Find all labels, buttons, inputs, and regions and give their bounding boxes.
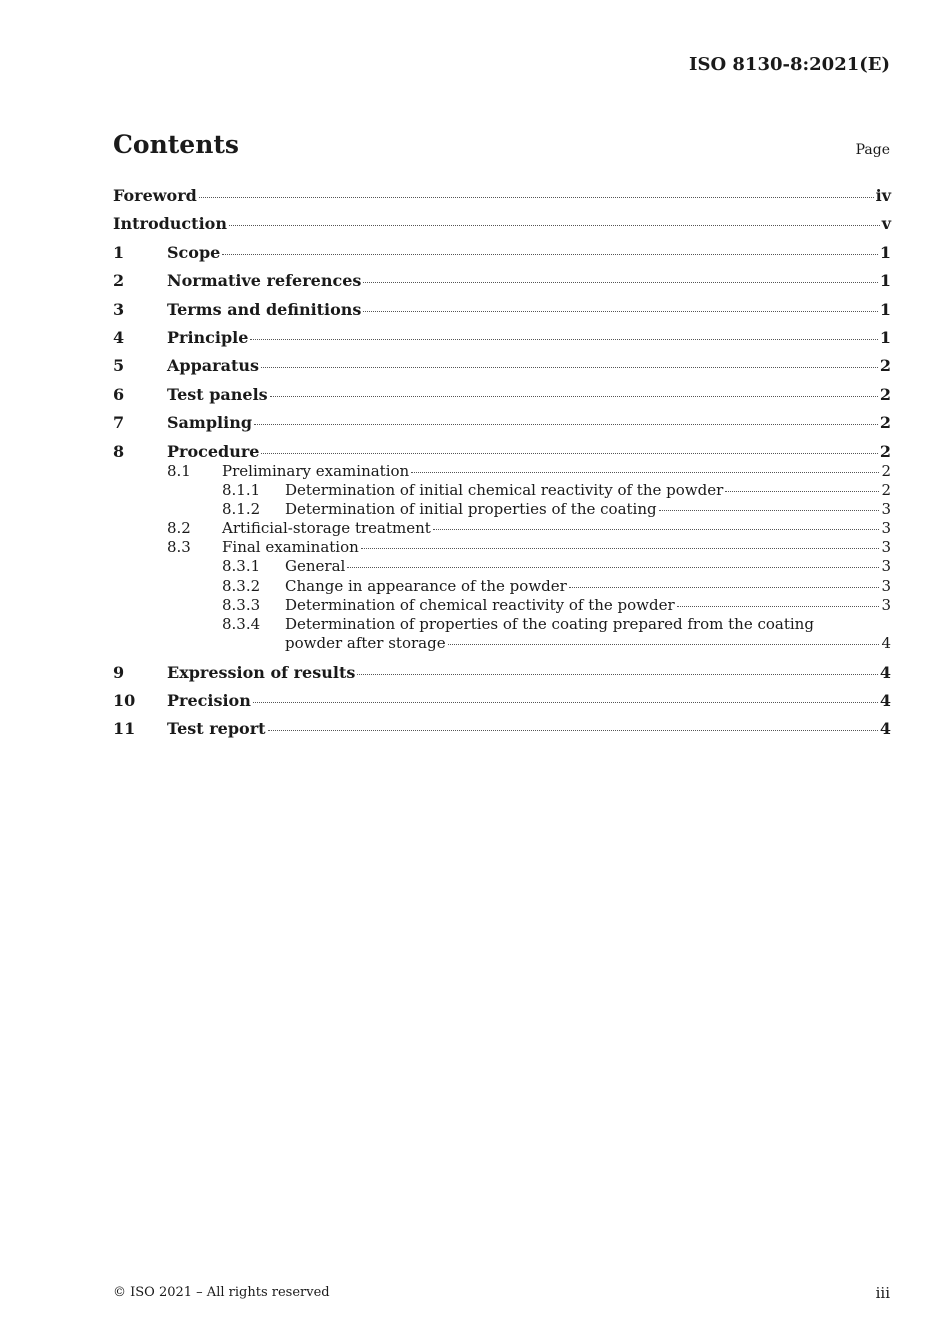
toc-number: 10 (113, 690, 136, 710)
toc-number: 4 (113, 327, 125, 347)
toc-label: Foreword (113, 186, 197, 205)
toc-entry-8-3[interactable] (113, 538, 891, 557)
leader-dots (268, 729, 878, 731)
toc-label: Precision (167, 690, 251, 710)
page-number: iii (875, 1284, 890, 1302)
toc-label: Expression of results (167, 662, 356, 682)
toc-page: 3 (881, 576, 891, 595)
toc-entry-8-3-1[interactable] (113, 557, 891, 576)
toc-entry-test-panels[interactable] (113, 385, 891, 413)
leader-dots (363, 310, 877, 312)
toc-entry-8-1-2[interactable] (113, 500, 891, 519)
toc-page: v (881, 214, 891, 234)
toc-entry-sampling[interactable] (113, 413, 891, 441)
copyright-notice: © ISO 2021 – All rights reserved (113, 1285, 330, 1300)
toc-label: Final examination (222, 538, 359, 557)
toc-label: Determination of chemical reactivity of the powder (285, 595, 675, 614)
leader-dots (199, 196, 874, 198)
toc-page: 2 (879, 356, 891, 376)
toc-entry-test-report[interactable] (113, 719, 891, 747)
toc-number: 8.1.1 (222, 480, 261, 499)
leader-dots (347, 566, 879, 568)
toc-entry-8-3-4-continuation[interactable] (113, 634, 891, 653)
page-column-label: Page (855, 142, 890, 158)
toc-page: 3 (881, 519, 891, 538)
toc-number: 8.1 (167, 461, 191, 480)
leader-dots (361, 547, 880, 549)
toc-page: iv (875, 186, 891, 205)
table-of-contents (113, 186, 891, 748)
toc-label: Normative references (167, 271, 362, 291)
toc-page: 1 (879, 242, 891, 262)
toc-page: 1 (879, 299, 891, 319)
toc-number: 11 (113, 719, 136, 739)
leader-dots (363, 281, 877, 283)
toc-page: 2 (879, 413, 891, 433)
toc-number: 6 (113, 384, 125, 404)
toc-label: Determination of initial chemical reactivity of the powder (285, 480, 724, 499)
toc-label-continuation: powder after storage (285, 634, 446, 653)
toc-number: 8 (113, 441, 125, 461)
leader-dots (254, 423, 878, 425)
leader-dots (222, 253, 878, 255)
toc-label: Apparatus (167, 356, 259, 376)
leader-dots (270, 395, 878, 397)
toc-number: 8.1.2 (222, 499, 261, 518)
toc-number: 8.3.3 (222, 595, 261, 614)
leader-dots (448, 643, 880, 645)
toc-page: 2 (879, 441, 891, 461)
toc-number: 5 (113, 356, 125, 376)
leader-dots (357, 673, 878, 675)
toc-label: Scope (167, 242, 221, 262)
toc-number: 8.2 (167, 519, 191, 538)
toc-entry-principle[interactable] (113, 328, 891, 356)
toc-label: Terms and definitions (167, 299, 362, 319)
toc-label: Principle (167, 327, 249, 347)
toc-page: 1 (879, 271, 891, 291)
toc-number: 1 (113, 242, 125, 262)
toc-number: 7 (113, 413, 125, 433)
toc-entry-8-3-3[interactable] (113, 596, 891, 615)
leader-dots (261, 366, 878, 368)
leader-dots (253, 701, 878, 703)
document-id: ISO 8130-8:2021(E) (689, 54, 890, 75)
toc-entry-expression-of-results[interactable] (113, 663, 891, 691)
toc-page: 1 (879, 327, 891, 347)
toc-entry-apparatus[interactable] (113, 356, 891, 384)
toc-page: 4 (879, 662, 891, 682)
toc-entry-terms-and-definitions[interactable] (113, 300, 891, 328)
toc-page: 3 (881, 595, 891, 614)
toc-entry-8-1-1[interactable] (113, 481, 891, 500)
toc-number: 8.3.4 (222, 615, 261, 634)
contents-title: Contents (113, 130, 240, 159)
toc-page: 3 (881, 538, 891, 557)
toc-number: 9 (113, 662, 125, 682)
toc-label: Sampling (167, 413, 253, 433)
toc-number: 8.3.2 (222, 576, 261, 595)
leader-dots (659, 509, 880, 511)
toc-number: 8.3.1 (222, 557, 261, 576)
toc-page: 4 (879, 719, 891, 739)
toc-number: 8.3 (167, 538, 191, 557)
toc-page: 2 (879, 384, 891, 404)
contents-header (113, 130, 890, 170)
leader-dots (677, 605, 880, 607)
leader-dots (229, 224, 880, 226)
toc-label: Introduction (113, 214, 227, 234)
toc-page: 2 (881, 461, 891, 480)
toc-label: Test panels (167, 384, 268, 404)
toc-entry-scope[interactable] (113, 243, 891, 271)
toc-label: Determination of properties of the coating prepared from the coating (285, 615, 814, 634)
toc-page: 4 (881, 634, 891, 653)
toc-entry-precision[interactable] (113, 691, 891, 719)
toc-page: 3 (881, 557, 891, 576)
toc-entry-8-1[interactable] (113, 462, 891, 481)
toc-page: 2 (881, 480, 891, 499)
toc-number: 3 (113, 299, 125, 319)
toc-entry-8-3-2[interactable] (113, 577, 891, 596)
toc-label: Test report (167, 719, 266, 739)
leader-dots (261, 452, 877, 454)
toc-entry-normative-references[interactable] (113, 271, 891, 299)
toc-label: Determination of initial properties of the coating (285, 499, 657, 518)
toc-label: Preliminary examination (222, 461, 410, 480)
leader-dots (569, 586, 880, 588)
toc-number: 2 (113, 271, 125, 291)
toc-label: Change in appearance of the powder (285, 576, 567, 595)
toc-page: 4 (879, 690, 891, 710)
toc-entry-introduction[interactable] (113, 214, 891, 242)
toc-label: Procedure (167, 441, 260, 461)
toc-label: General (285, 557, 346, 576)
leader-dots (411, 471, 879, 473)
toc-entry-8-2[interactable] (113, 519, 891, 538)
toc-label: Artificial-storage treatment (222, 519, 431, 538)
toc-entry-foreword[interactable] (113, 186, 891, 214)
leader-dots (250, 338, 877, 340)
leader-dots (725, 490, 879, 492)
toc-entry-8-3-4[interactable] (113, 615, 891, 634)
leader-dots (433, 528, 880, 530)
toc-page: 3 (881, 499, 891, 518)
